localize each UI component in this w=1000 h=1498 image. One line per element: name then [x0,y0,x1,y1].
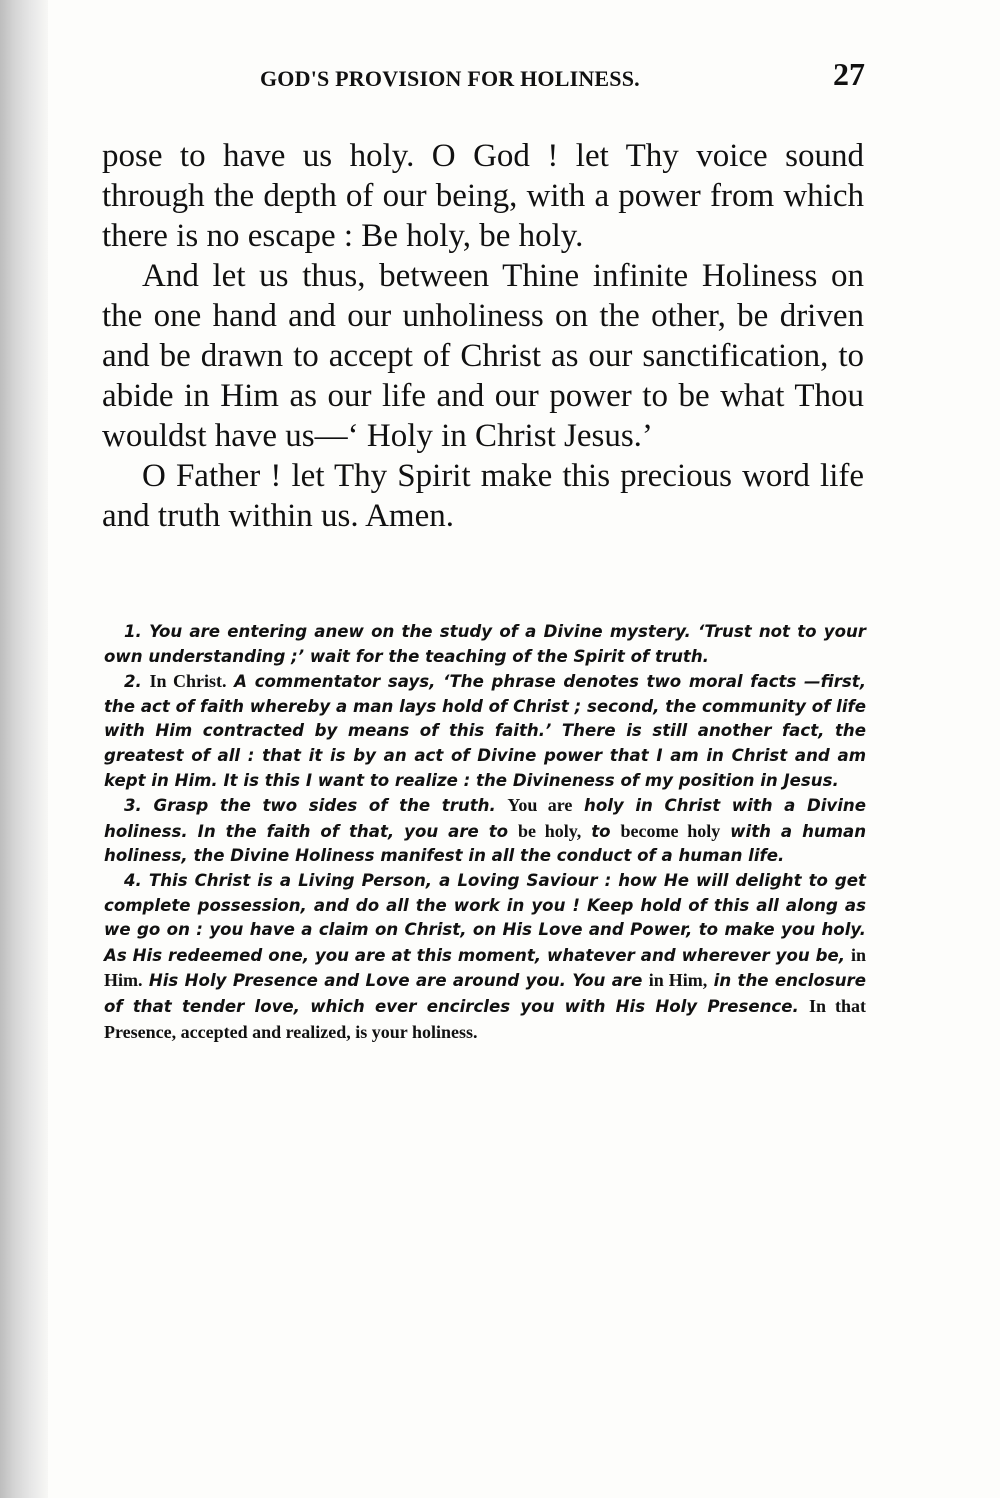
note-4-text-1: 4. This Christ is a Living Person, a Loving Saviour : how He will delight to get complete possession, and do all the work in you ! Keep hold of this all along as we go on : you have a claim on Christ, on His Love and Power, to make you holy. As His redeemed one, you are at this moment, whatever and wherever you be, [104,870,866,965]
note-3-lead: 3. Grasp the two sides of the truth. [124,796,508,816]
body-paragraph: pose to have us holy. O God ! let Thy voice sound through the depth of our being, with a power from which there is no escape : Be holy, be holy. [102,138,864,254]
note-2-number: 2. [124,672,150,692]
note-3-text-3: with a human holiness, the Divine Holiness manifest in all the conduct of a human life. [104,821,867,866]
note-1 [104,620,866,669]
note-4-text-3: in the enclosure of that tender love, which ever encircles you with His Holy Presence. [104,971,866,1016]
note-3-text-2: to [581,821,621,841]
note-3 [104,793,866,869]
body-paragraph: O Father ! let Thy Spirit make this precious word life and truth within us. Amen. [102,458,864,534]
note-3-text-1: holy in Christ with a Divine holiness. In the faith of that, you are to [104,796,866,841]
study-notes [104,620,866,1045]
note-4 [104,869,866,1045]
note-2 [104,669,866,793]
note-2-emphasis: In Christ. [149,671,227,692]
note-3-upright-1: You are [507,795,573,816]
main-body-text [102,136,864,536]
note-4-text-2: His Holy Presence and Love are around you. You are [142,971,649,991]
note-4-upright-2: in Him, [648,970,708,991]
note-1-text: 1. You are entering anew on the study of a Divine mystery. ‘Trust not to your own understanding ;’ wait for the teaching of the Spirit of truth. [104,622,866,666]
running-head: GOD'S PROVISION FOR HOLINESS. [260,66,640,91]
note-4-upright-3: In that Presence, accepted and realized, is your holiness. [104,995,867,1042]
note-3-upright-2: be holy, [518,820,582,841]
note-2-text: A commentator says, ‘The phrase denotes two moral facts —first, the act of faith whereby a man lays hold of Christ ; second, the community of life with Him contracted by means of this faith.’ There is still another fact, the greatest of all : that it is by an act of Divine power that I am in Christ and am kept in Him. It is this I want to realize : the Divineness of my position in Jesus. [104,672,867,790]
scan-gutter-shadow [0,0,48,1498]
page-header [100,56,865,102]
note-4-upright-1: in Him. [104,944,866,991]
note-3-upright-3: become holy [620,820,721,841]
page-number: 27 [833,56,865,92]
body-paragraph: And let us thus, between Thine infinite Holiness on the one hand and our unholiness on the other, be driven and be drawn to accept of Christ as our sanctification, to abide in Him as our life and our power to be what Thou wouldst have us—‘ Holy in Christ Jesus.’ [102,258,864,454]
